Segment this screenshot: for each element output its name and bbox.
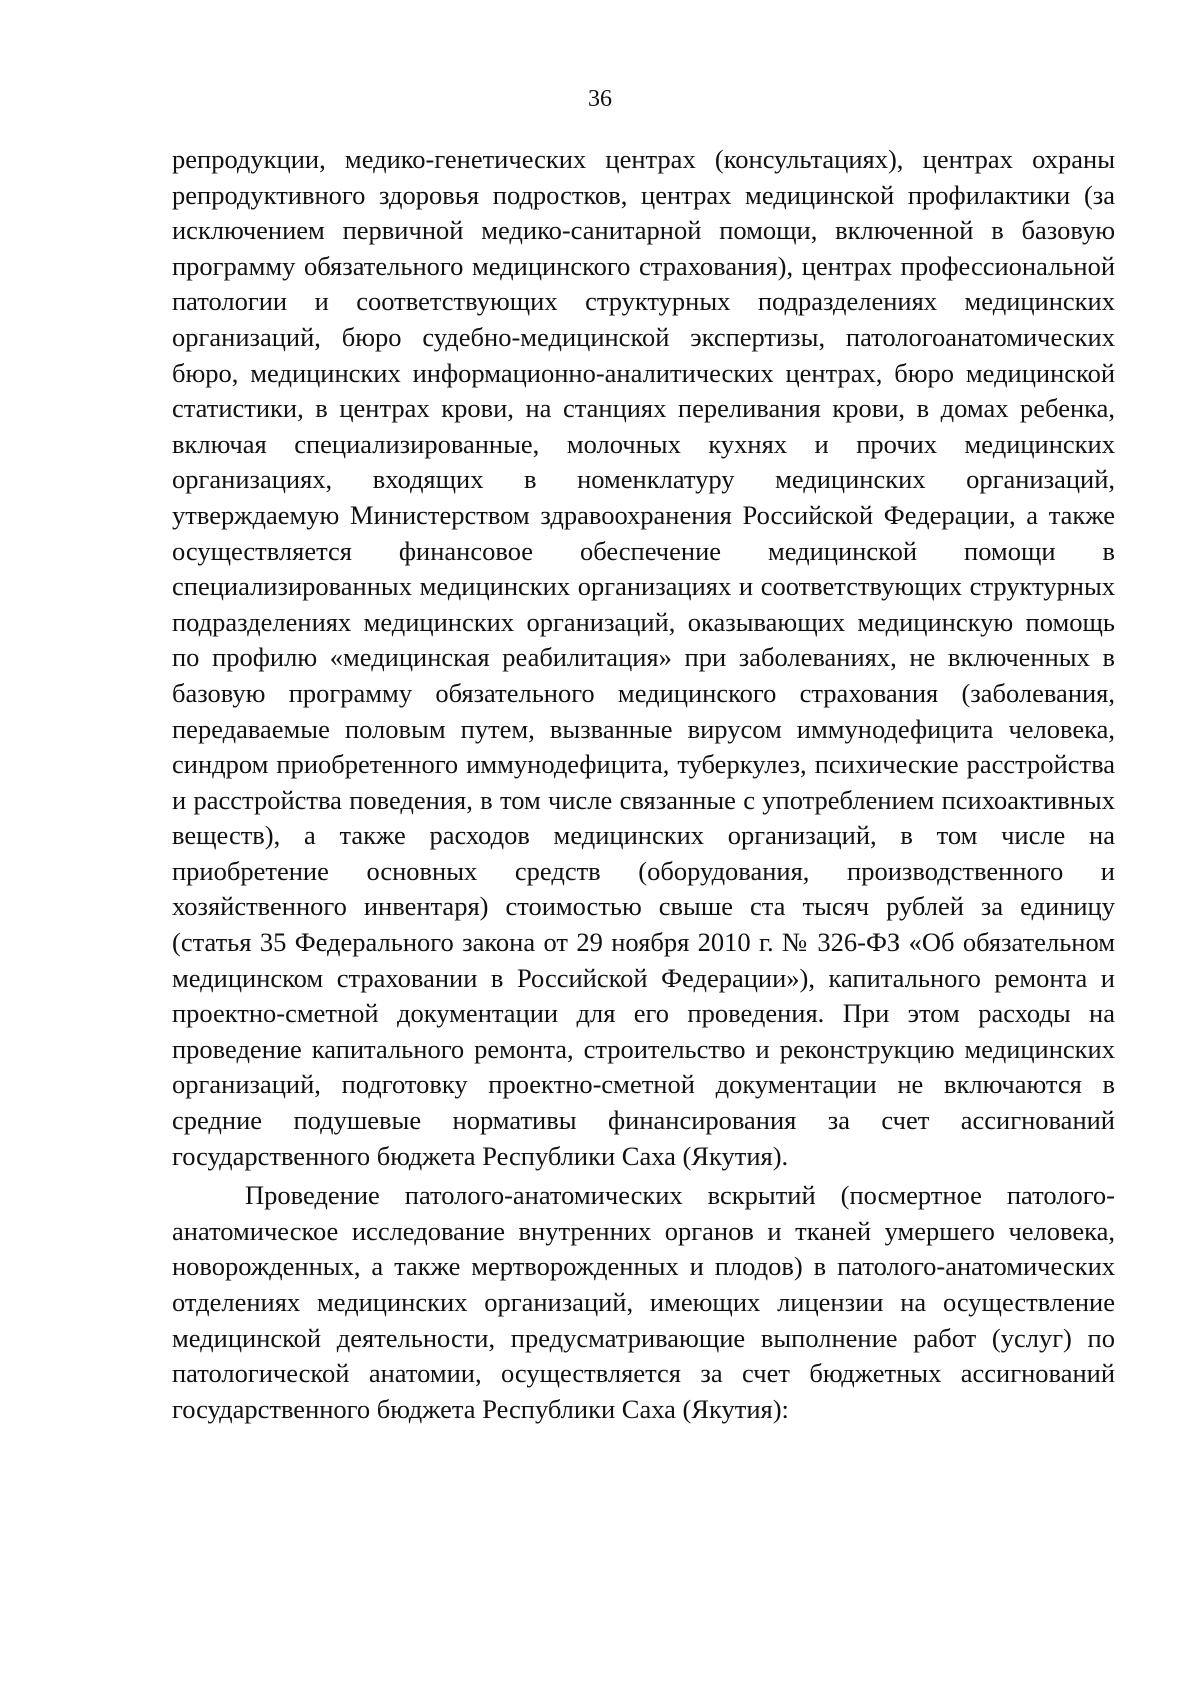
- paragraph-autopsy-financing: Проведение патолого-анатомических вскрытий (посмертное патолого-анатомическое исследование внутренних органов и тканей умершего человека, новорожденных, а также мертворожденных и плодов) в патолого-анатомических отделениях медицинских организаций, имеющих лицензии на осуществление медицинской деятельности, предусматривающие выполнение работ (услуг) по патологической анатомии, осуществляется за счет бюджетных ассигнований государственного бюджета Республики Саха (Якутия):: [172, 1180, 1115, 1424]
- page-number: 36: [588, 86, 612, 112]
- paragraph-continuation: репродукции, медико-генетических центрах (консультациях), центрах охраны репродуктивного здоровья подростков, центрах медицинской профилактики (за исключением первичной медико-санитарной помощи, включенной в базовую программу обязательного медицинского страхования), центрах профессиональной патологии и соответствующих структурных подразделениях медицинских организаций, бюро судебно-медицинской экспертизы, патологоанатомических бюро, медицинских информационно-аналитических центрах, бюро медицинской статистики, в центрах крови, на станциях переливания крови, в домах ребенка, включая специализированные, молочных кухнях и прочих медицинских организациях, входящих в номенклатуру медицинских организаций, утверждаемую Министерством здравоохранения Российской Федерации, а также осуществляется финансовое обеспечение медицинской помощи в специализированных медицинских организациях и соответствующих структурных подразделениях медицинских организаций, оказывающих медицинскую помощь по профилю «медицинская реабилитация» при заболеваниях, не включенных в базовую программу обязательного медицинского страхования (заболевания, передаваемые половым путем, вызванные вирусом иммунодефицита человека, синдром приобретенного иммунодефицита, туберкулез, психические расстройства и расстройства поведения, в том числе связанные с употреблением психоактивных веществ), а также расходов медицинских организаций, в том числе на приобретение основных средств (оборудования, производственного и хозяйственного инвентаря) стоимостью свыше ста тысяч рублей за единицу (статья 35 Федерального закона от 29 ноября 2010 г. № 326-ФЗ «Об обязательном медицинском страховании в Российской Федерации»), капитального ремонта и проектно-сметной документации для его проведения. При этом расходы на проведение капитального ремонта, строительство и реконструкцию медицинских организаций, подготовку проектно-сметной документации не включаются в средние подушевые нормативы финансирования за счет ассигнований государственного бюджета Республики Саха (Якутия).: [172, 144, 1115, 1171]
- document-body: [172, 142, 1115, 1427]
